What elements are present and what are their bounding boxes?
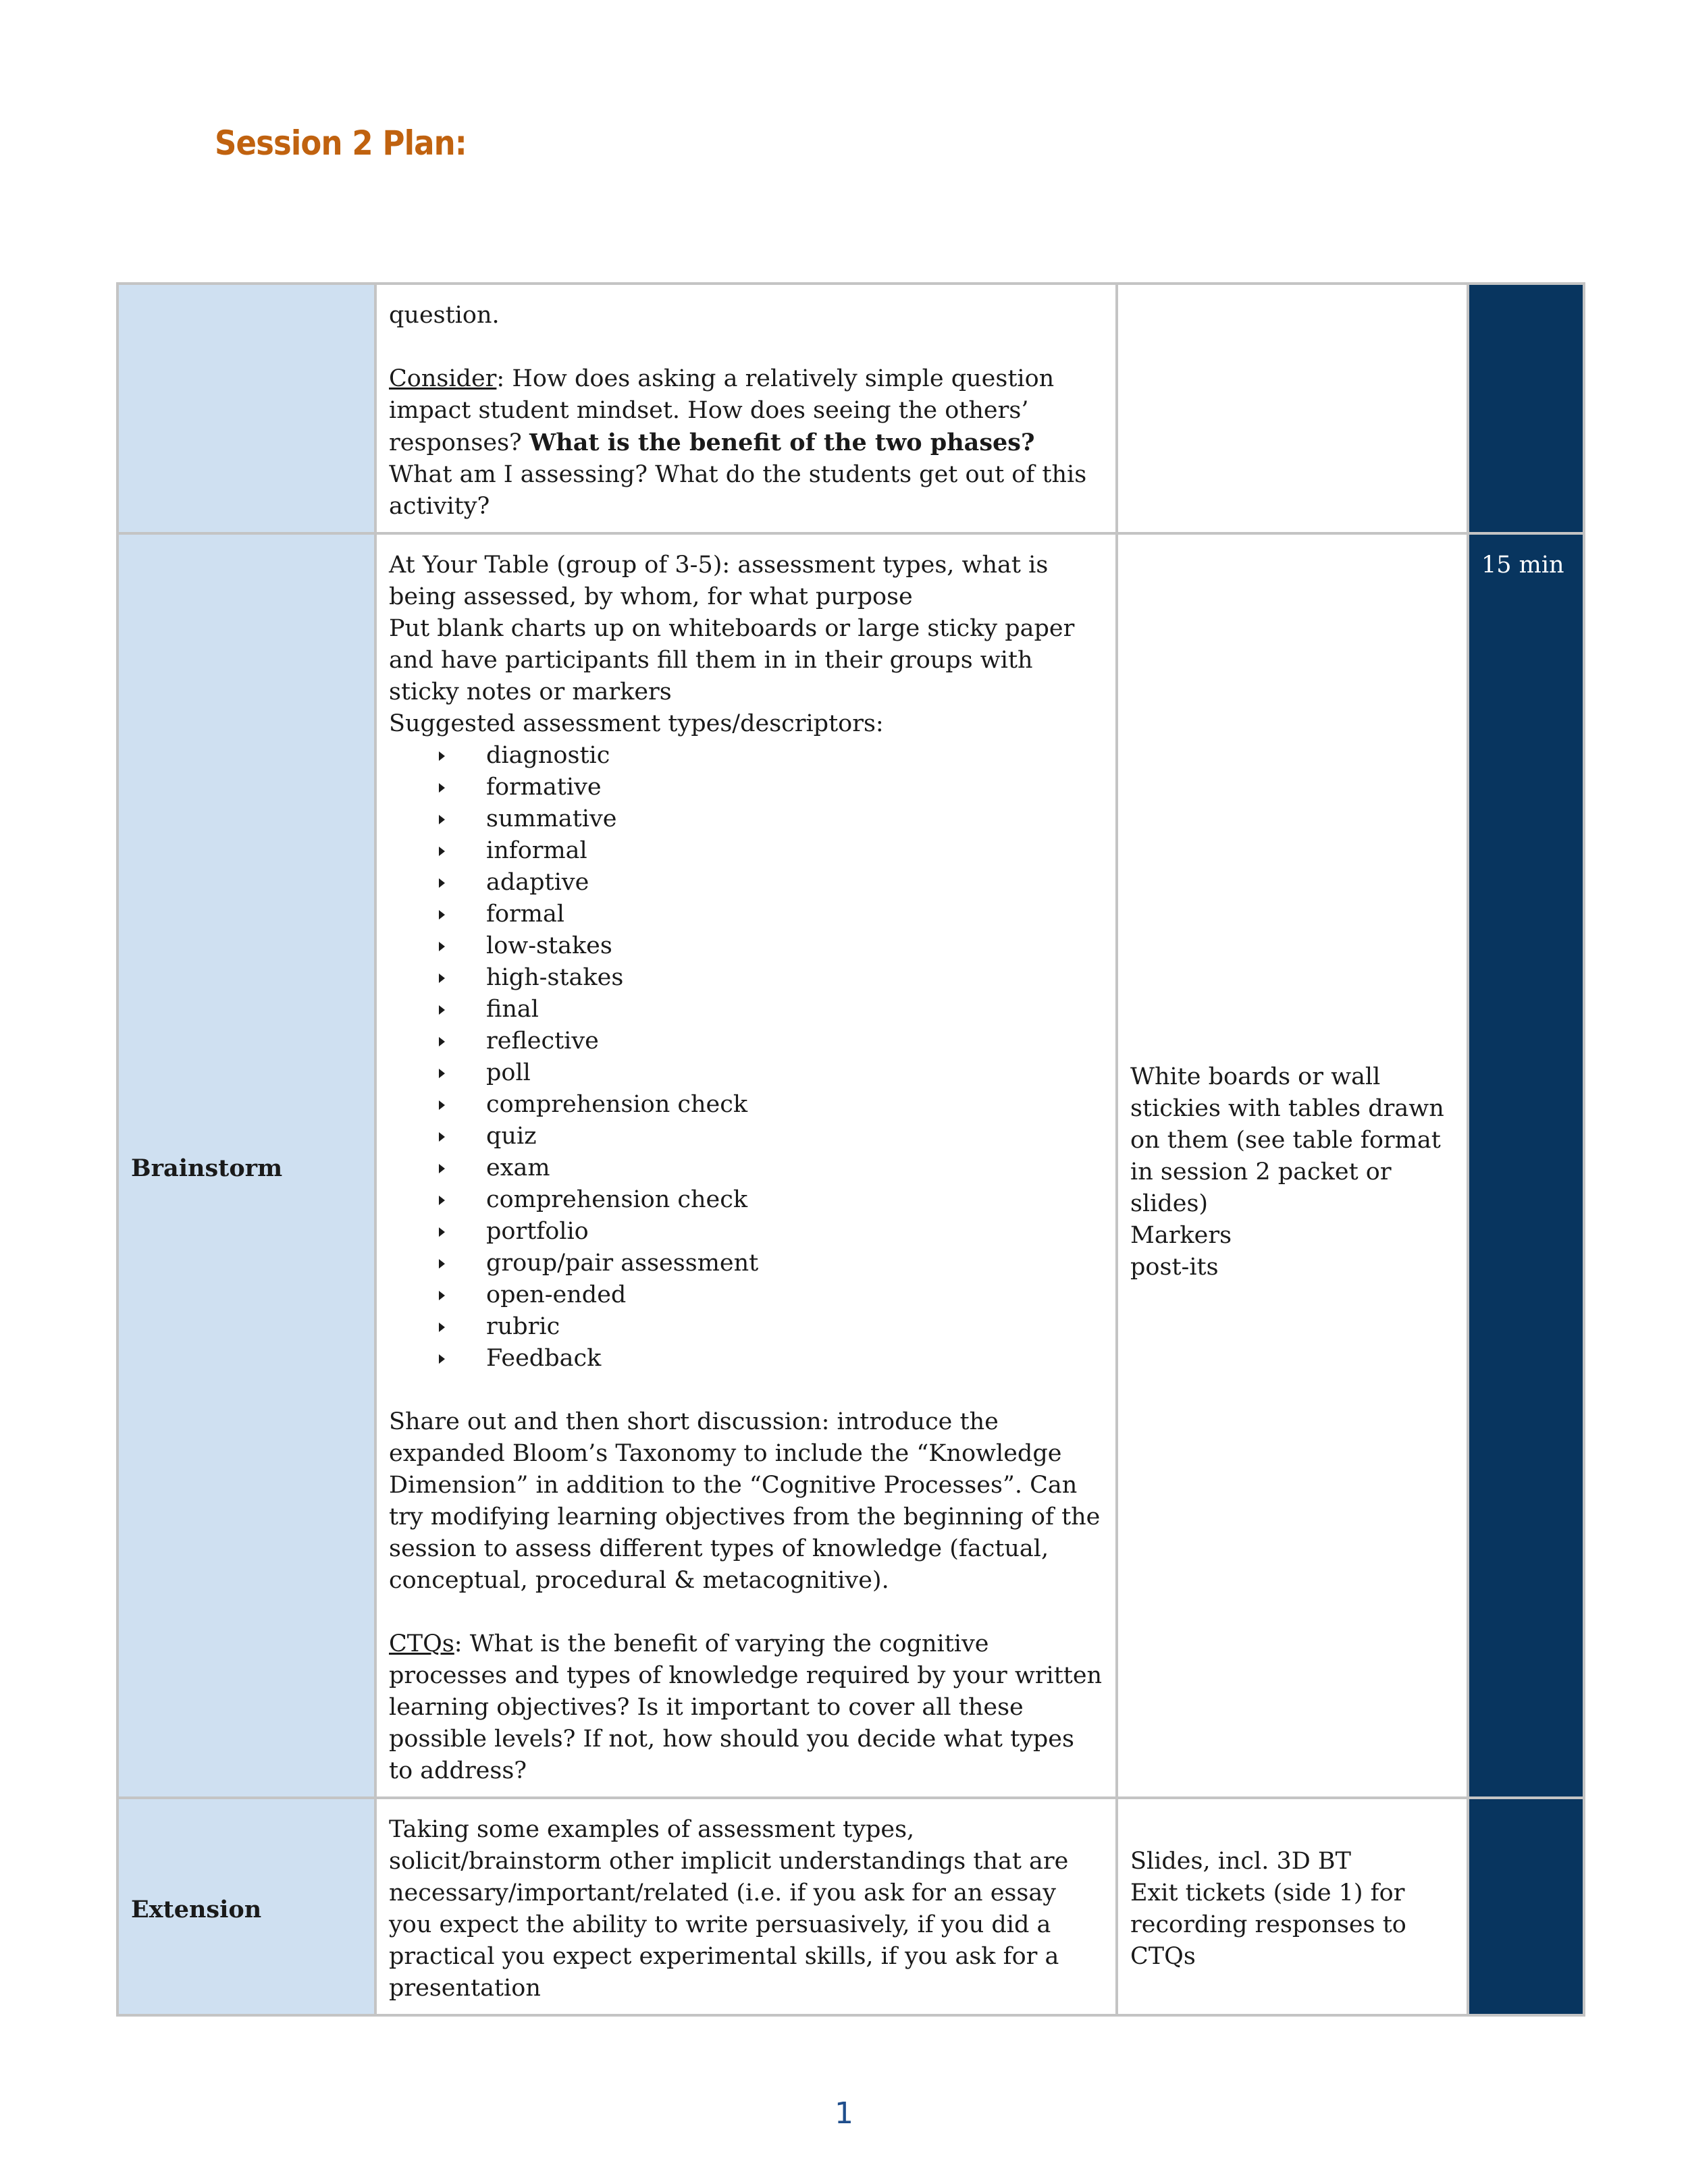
list-item: group/pair assessment [439, 1248, 1103, 1279]
list-item: rubric [439, 1311, 1103, 1343]
list-item: exam [439, 1152, 1103, 1184]
activity-cell [375, 284, 1117, 533]
assessment-types-list [389, 740, 1103, 1375]
list-item: formative [439, 772, 1103, 803]
page-number: 1 [835, 2096, 853, 2131]
time-cell [1468, 1798, 1584, 2015]
list-item: informal [439, 835, 1103, 867]
list-item: formal [439, 899, 1103, 930]
stage-cell [117, 284, 375, 533]
activity-cell [375, 533, 1117, 1798]
list-item: open-ended [439, 1279, 1103, 1311]
activity-cell [375, 1798, 1117, 2015]
list-item: reflective [439, 1026, 1103, 1057]
table-row [117, 533, 1584, 1798]
list-item: quiz [439, 1121, 1103, 1152]
list-item: poll [439, 1057, 1103, 1089]
session-plan-table [116, 282, 1585, 2017]
list-item: low-stakes [439, 930, 1103, 962]
consider-text: : How does asking a relatively simple question impact student mindset. How does seeing the others’ responses? [389, 365, 1055, 456]
materials-item: White boards or wall stickies with tables drawn on them (see table format in session 2 packet or slides) [1130, 1063, 1444, 1217]
ctq-paragraph [389, 1628, 1103, 1787]
ctq-label: CTQs [389, 1630, 454, 1657]
consider-paragraph [389, 363, 1103, 523]
page-title: Session 2 Plan: [215, 124, 467, 163]
activity-text: At Your Table (group of 3-5): assessment types, what is being assessed, by whom, for what purpose [389, 552, 1049, 610]
consider-label: Consider [389, 365, 497, 392]
ctq-text: : What is the benefit of varying the cognitive processes and types of knowledge required by your written learning objectives? Is it important to cover all these possible levels? If not, how should you decide what types to address? [389, 1630, 1103, 1784]
stage-cell: Brainstorm [117, 533, 375, 1798]
materials-item: Exit tickets (side 1) for recording responses to CTQs [1130, 1880, 1406, 1970]
list-item: comprehension check [439, 1089, 1103, 1121]
activity-text: Put blank charts up on whiteboards or large sticky paper and have participants fill them in in their groups with sticky notes or markers [389, 615, 1075, 705]
materials-cell [1117, 1798, 1468, 2015]
materials-item: Slides, incl. 3D BT [1130, 1848, 1351, 1875]
activity-text: Suggested assessment types/descriptors: [389, 710, 884, 737]
activity-text: Taking some examples of assessment types, solicit/brainstorm other implicit understandings that are necessary/important/related (i.e. if you ask for an essay you expect the ability to write persuasively, if you did a practical you expect experimental skills, if you ask for a presentation [389, 1816, 1069, 2002]
share-paragraph: Share out and then short discussion: introduce the expanded Bloom’s Taxonomy to include the “Knowledge Dimension” in addition to the “Cognitive Processes”. Can try modifying learning objectives from the beginning of the session to assess different types of knowledge (factual, conceptual, procedural & metacognitive). [389, 1408, 1101, 1594]
list-item: portfolio [439, 1216, 1103, 1248]
list-item: diagnostic [439, 740, 1103, 772]
list-item: final [439, 994, 1103, 1026]
list-item: adaptive [439, 867, 1103, 899]
list-item: comprehension check [439, 1184, 1103, 1216]
time-cell: 15 min [1468, 533, 1584, 1798]
time-cell [1468, 284, 1584, 533]
table-row [117, 284, 1584, 533]
activity-text: question. [389, 302, 500, 329]
list-item: summative [439, 803, 1103, 835]
table-row [117, 1798, 1584, 2015]
materials-cell [1117, 533, 1468, 1798]
materials-cell [1117, 284, 1468, 533]
consider-bold: What is the benefit of the two phases? [529, 429, 1035, 456]
stage-cell: Extension [117, 1798, 375, 2015]
list-item: Feedback [439, 1343, 1103, 1375]
materials-item: Markers [1130, 1222, 1232, 1249]
materials-item: post-its [1130, 1254, 1219, 1281]
list-item: high-stakes [439, 962, 1103, 994]
consider-tail: What am I assessing? What do the students get out of this activity? [389, 461, 1087, 520]
